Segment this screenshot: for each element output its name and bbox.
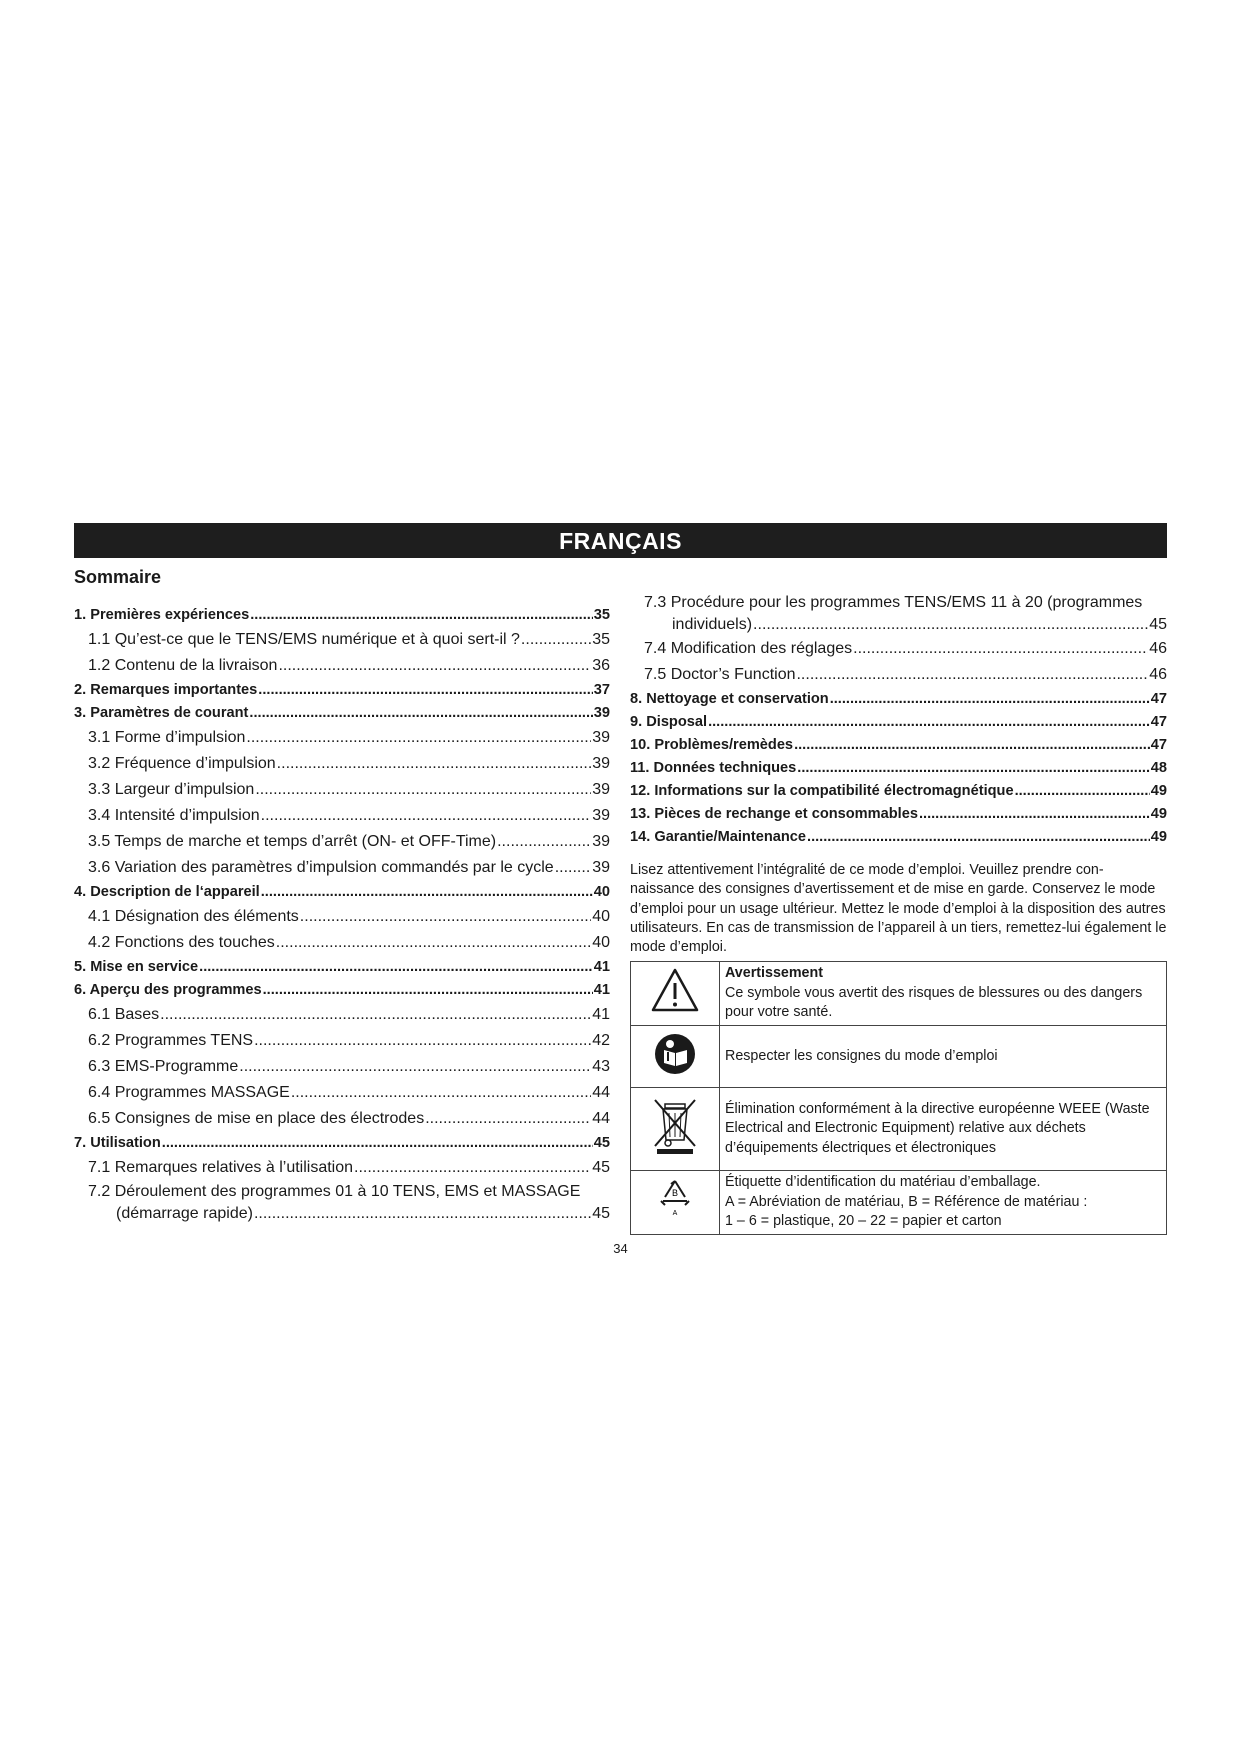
toc-entry-title: 13. Pièces de rechange et consommables: [630, 806, 918, 822]
toc-subsection: [74, 653, 610, 679]
toc-right-column: [630, 592, 1167, 849]
warning-triangle-icon: [650, 967, 700, 1013]
toc-page-number: 40: [593, 884, 610, 900]
toc-section: [74, 956, 610, 979]
toc-page-number: 35: [593, 607, 610, 623]
toc-subsection: [74, 725, 610, 751]
toc-page-number: 43: [592, 1058, 610, 1075]
symbol-icon-cell: [631, 962, 720, 1026]
toc-page-number: 39: [593, 705, 610, 721]
toc-leader-dots: [497, 829, 591, 855]
recycling-icon: [655, 1177, 695, 1221]
toc-leader-dots: [263, 979, 593, 1002]
toc-section: [630, 826, 1167, 849]
toc-page-number: 35: [592, 631, 610, 648]
toc-page-number: 49: [1150, 829, 1167, 845]
symbol-title: Avertissement: [725, 965, 824, 982]
toc-subsection: [74, 627, 610, 653]
toc-page-number: 41: [593, 959, 610, 975]
toc-entry-title: 3. Paramètres de courant: [74, 705, 249, 721]
toc-page-number: 36: [592, 657, 610, 674]
toc-section: [630, 688, 1167, 711]
toc-page-number: 47: [1150, 691, 1167, 707]
toc-entry-title: 8. Nettoyage et conservation: [630, 691, 829, 707]
toc-leader-dots: [807, 826, 1150, 849]
toc-leader-dots: [254, 1203, 591, 1225]
toc-subsection: [74, 855, 610, 881]
toc-entry-title: 10. Problèmes/remèdes: [630, 737, 794, 753]
toc-page-number: 45: [1149, 616, 1167, 633]
toc-leader-dots: [919, 803, 1150, 826]
toc-entry-title: 7.1 Remarques relatives à l’utilisation: [88, 1159, 354, 1176]
weee-bin-icon: [651, 1096, 699, 1156]
toc-page-number: 41: [593, 982, 610, 998]
toc-entry-title: 1.2 Contenu de la livraison: [88, 657, 278, 674]
symbol-text-cell: [720, 1088, 1167, 1170]
toc-leader-dots: [162, 1132, 593, 1155]
toc-leader-dots: [796, 662, 1148, 688]
symbol-description-line: 1 – 6 = plastique, 20 – 22 = papier et carton: [725, 1213, 1002, 1230]
toc-entry-title: 2. Remarques importantes: [74, 682, 258, 698]
toc-leader-dots: [794, 734, 1150, 757]
toc-subsection: [74, 803, 610, 829]
toc-subsection: [74, 1028, 610, 1054]
toc-page-number: 45: [593, 1135, 610, 1151]
toc-entry-title: 4. Description de l‘appareil: [74, 884, 260, 900]
page-number: 34: [613, 1241, 628, 1256]
symbol-row-warning: [631, 962, 1167, 1026]
toc-leader-dots: [853, 636, 1148, 662]
toc-subsection: [74, 904, 610, 930]
toc-entry-title: 7. Utilisation: [74, 1135, 161, 1151]
toc-entry-title: 3.3 Largeur d’impulsion: [88, 781, 255, 798]
toc-page-number: 49: [1150, 806, 1167, 822]
toc-page-number: 40: [592, 908, 610, 925]
toc-entry-title: 3.2 Fréquence d’impulsion: [88, 755, 276, 772]
toc-section: [74, 1132, 610, 1155]
symbol-row-recycling: [631, 1170, 1167, 1234]
toc-leader-dots: [830, 688, 1150, 711]
toc-entry-title: 12. Informations sur la compatibilité électromagnétique: [630, 783, 1014, 799]
toc-page-number: 46: [1149, 640, 1167, 657]
toc-leader-dots: [300, 904, 591, 930]
recycling-icon-label-b: B: [671, 1188, 679, 1199]
symbol-icon-cell: [631, 1026, 720, 1088]
symbol-description-line: A = Abréviation de matériau, B = Référence de matériau :: [725, 1193, 1088, 1210]
toc-entry-title: 6.5 Consignes de mise en place des électrodes: [88, 1110, 425, 1127]
symbol-icon-cell: [631, 1170, 720, 1234]
toc-subsection: [74, 1155, 610, 1181]
toc-page-number: 37: [593, 682, 610, 698]
section-title: Sommaire: [74, 567, 162, 587]
toc-section: [630, 780, 1167, 803]
toc-section: [630, 757, 1167, 780]
toc-entry-title: 3.4 Intensité d’impulsion: [88, 807, 260, 824]
toc-entry-title: 1.1 Qu’est-ce que le TENS/EMS numérique et à quoi sert-il ?: [88, 631, 520, 648]
symbol-description: Respecter les consignes du mode d’emploi: [725, 1048, 998, 1065]
toc-entry-continuation: [88, 1203, 610, 1225]
toc-leader-dots: [277, 751, 592, 777]
symbol-text-cell: [720, 1170, 1167, 1234]
toc-page-number: 46: [1149, 666, 1167, 683]
toc-entry-title: 7.3 Procédure pour les programmes TENS/EMS 11 à 20 (programmes: [644, 594, 1143, 611]
toc-page-number: 42: [592, 1032, 610, 1049]
toc-leader-dots: [425, 1106, 591, 1132]
toc-page-number: 39: [592, 807, 610, 824]
toc-leader-dots: [258, 679, 592, 702]
toc-entry-title: 6.4 Programmes MASSAGE: [88, 1084, 290, 1101]
toc-page-number: 39: [592, 833, 610, 850]
toc-section: [74, 604, 610, 627]
toc-entry-title: 14. Garantie/Maintenance: [630, 829, 807, 845]
toc-page-number: 39: [592, 781, 610, 798]
recycling-icon-label-a: A: [672, 1210, 678, 1218]
toc-entry-title: 3.5 Temps de marche et temps d’arrêt (ON- et OFF-Time): [88, 833, 497, 850]
toc-subsection: [74, 1080, 610, 1106]
toc-page-number: 39: [592, 859, 610, 876]
toc-page-number: 41: [592, 1006, 610, 1023]
toc-leader-dots: [254, 1028, 591, 1054]
intro-paragraph: Lisez attentivement l’intégralité de ce mode d’emploi. Veuillez prendre con-naissance des consignes d’avertissement et de mise en garde. Conservez le mode d’emploi pour un usage ultérieur. Mettez le mode d’emploi à la disposition des autres utilisateurs. En cas de transmission de l’appareil à un tiers, remettez-lui également le mode d’emploi.: [630, 862, 1167, 956]
toc-section: [74, 702, 610, 725]
toc-page-number: 45: [592, 1159, 610, 1176]
toc-entry-title: 5. Mise en service: [74, 959, 199, 975]
toc-page-number: 45: [592, 1205, 610, 1222]
toc-leader-dots: [797, 757, 1150, 780]
toc-leader-dots: [199, 956, 593, 979]
toc-leader-dots: [708, 711, 1150, 734]
toc-entry-title: 3.6 Variation des paramètres d’impulsion commandés par le cycle: [88, 859, 554, 876]
toc-subsection: [74, 930, 610, 956]
language-banner: FRANÇAIS: [74, 523, 1167, 558]
toc-entry-title: 6. Aperçu des programmes: [74, 982, 262, 998]
toc-subsection: [74, 829, 610, 855]
toc-entry-title: 7.2 Déroulement des programmes 01 à 10 TENS, EMS et MASSAGE: [88, 1183, 581, 1200]
toc-entry-title: 3.1 Forme d’impulsion: [88, 729, 246, 746]
toc-page-number: 49: [1150, 783, 1167, 799]
toc-leader-dots: [255, 777, 591, 803]
toc-subsection: [74, 1002, 610, 1028]
toc-entry-title: 6.3 EMS-Programme: [88, 1058, 239, 1075]
toc-leader-dots: [555, 855, 592, 881]
toc-leader-dots: [1015, 780, 1150, 803]
toc-entry-title: 4.1 Désignation des éléments: [88, 908, 299, 925]
toc-subsection: [630, 662, 1167, 688]
toc-entry-title: 4.2 Fonctions des touches: [88, 934, 275, 951]
toc-leader-dots: [160, 1002, 591, 1028]
toc-subsection: [74, 1106, 610, 1132]
toc-section: [74, 881, 610, 904]
toc-entry-title: 7.5 Doctor’s Function: [644, 666, 796, 683]
toc-entry-title-cont: individuels): [672, 616, 753, 633]
toc-page-number: 48: [1150, 760, 1167, 776]
toc-leader-dots: [261, 803, 592, 829]
toc-entry-title: 6.2 Programmes TENS: [88, 1032, 254, 1049]
toc-leader-dots: [246, 725, 591, 751]
toc-leader-dots: [261, 881, 593, 904]
symbol-description: Ce symbole vous avertit des risques de blessures ou des dangers pour votre santé.: [725, 984, 1143, 1021]
toc-entry-title: 9. Disposal: [630, 714, 708, 730]
symbol-text-cell: [720, 962, 1167, 1026]
symbol-icon-cell: [631, 1088, 720, 1170]
toc-leader-dots: [354, 1155, 591, 1181]
toc-leader-dots: [249, 702, 592, 725]
toc-entry-title: 6.1 Bases: [88, 1006, 160, 1023]
toc-section: [630, 803, 1167, 826]
toc-subsection: [74, 1054, 610, 1080]
toc-page-number: 40: [592, 934, 610, 951]
toc-entry-title: 11. Données techniques: [630, 760, 797, 776]
toc-leader-dots: [753, 614, 1148, 636]
toc-leader-dots: [250, 604, 593, 627]
symbol-description-line: Étiquette d’identification du matériau d’emballage.: [725, 1174, 1041, 1191]
symbol-text-cell: [720, 1026, 1167, 1088]
toc-entry: [630, 592, 1167, 636]
toc-section: [74, 979, 610, 1002]
toc-section: [630, 711, 1167, 734]
symbol-description: Élimination conformément à la directive européenne WEEE (Waste Electrical and Electronic Equipment) relative aux déchets d’équipements électriques et électroniques: [725, 1100, 1150, 1156]
toc-entry-title: 1. Premières expériences: [74, 607, 250, 623]
toc-entry-title: 7.4 Modification des réglages: [644, 640, 853, 657]
toc-entry: [74, 1181, 610, 1225]
toc-leader-dots: [239, 1054, 591, 1080]
read-manual-icon: [653, 1032, 697, 1076]
toc-entry-continuation: [644, 614, 1167, 636]
toc-leader-dots: [278, 653, 591, 679]
toc-leader-dots: [521, 627, 591, 653]
symbols-table: [630, 961, 1167, 1235]
toc-page-number: 44: [592, 1110, 610, 1127]
toc-page-number: 44: [592, 1084, 610, 1101]
toc-page-number: 39: [592, 729, 610, 746]
toc-page-number: 47: [1150, 737, 1167, 753]
toc-leader-dots: [291, 1080, 591, 1106]
toc-subsection: [74, 751, 610, 777]
toc-subsection: [74, 777, 610, 803]
symbol-row-manual: [631, 1026, 1167, 1088]
symbol-row-weee: [631, 1088, 1167, 1170]
toc-page-number: 39: [592, 755, 610, 772]
toc-subsection: [630, 636, 1167, 662]
toc-leader-dots: [276, 930, 591, 956]
toc-page-number: 47: [1150, 714, 1167, 730]
toc-left-column: [74, 604, 610, 1225]
toc-entry-title-cont: (démarrage rapide): [116, 1205, 253, 1222]
toc-section: [74, 679, 610, 702]
toc-section: [630, 734, 1167, 757]
